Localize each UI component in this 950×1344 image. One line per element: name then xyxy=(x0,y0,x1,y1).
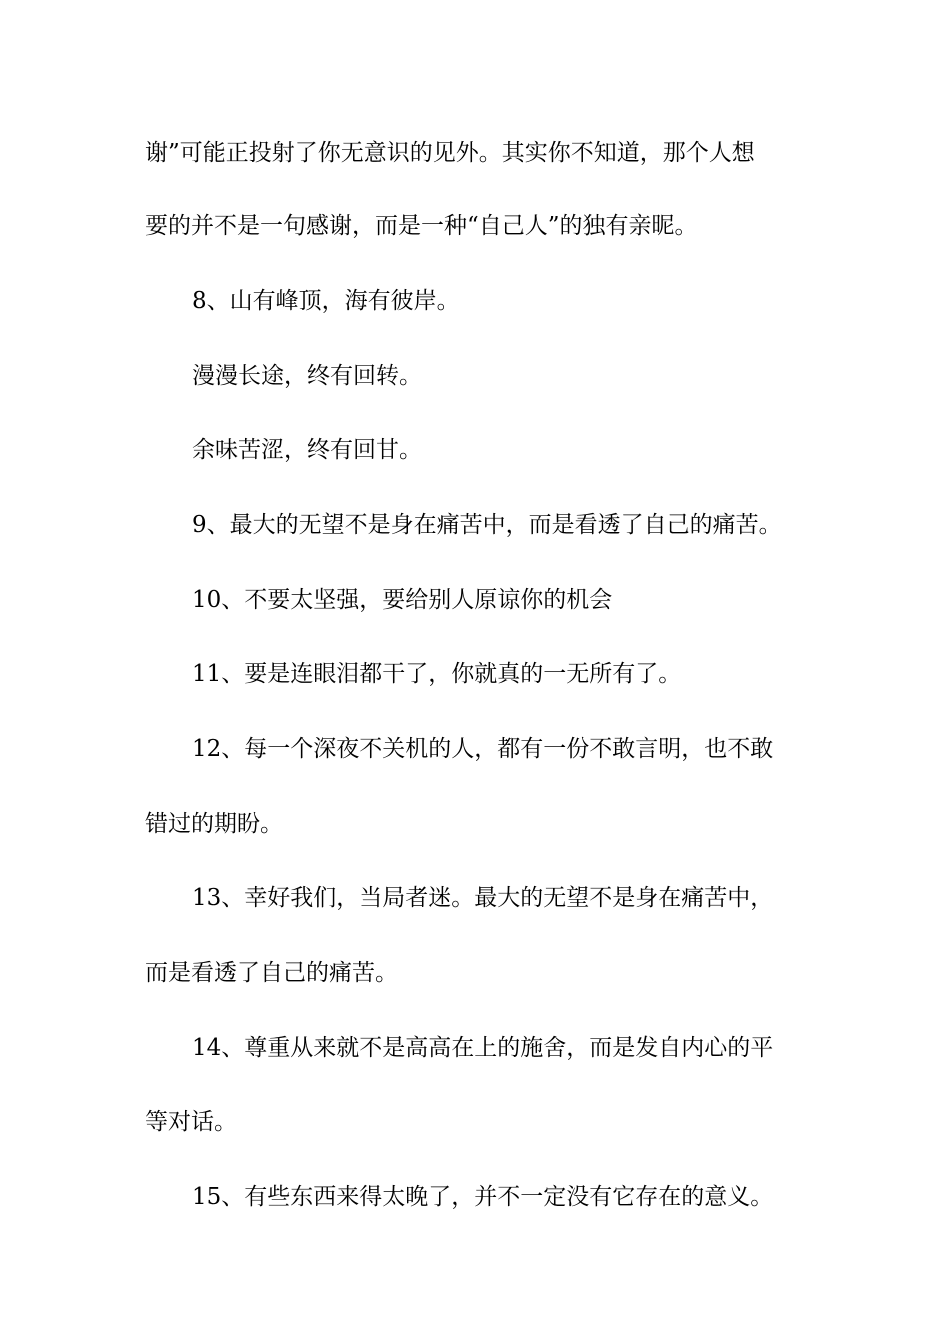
text-line: 余味苦涩，终有回甘。 xyxy=(192,437,422,463)
text-line: 15、有些东西来得太晚了，并不一定没有它存在的意义。 xyxy=(192,1184,774,1210)
text-line: 8、山有峰顶，海有彼岸。 xyxy=(192,288,460,314)
text-line: 而是看透了自己的痛苦。 xyxy=(145,960,398,986)
text-line: 13、幸好我们，当局者迷。最大的无望不是身在痛苦中， xyxy=(192,885,774,911)
text-line: 11、要是连眼泪都干了，你就真的一无所有了。 xyxy=(192,661,682,687)
text-line: 要的并不是一句感谢，而是一种“自己人”的独有亲昵。 xyxy=(145,213,698,239)
text-line: 10、不要太坚强，要给别人原谅你的机会 xyxy=(192,587,613,613)
text-line: 9、最大的无望不是身在痛苦中，而是看透了自己的痛苦。 xyxy=(192,512,782,538)
text-line: 谢”可能正投射了你无意识的见外。其实你不知道，那个人想 xyxy=(145,140,755,166)
text-line: 错过的期盼。 xyxy=(145,811,283,837)
text-line: 漫漫长途，终有回转。 xyxy=(192,363,422,389)
text-line: 14、尊重从来就不是高高在上的施舍，而是发自内心的平 xyxy=(192,1035,774,1061)
text-line: 12、每一个深夜不关机的人，都有一份不敢言明，也不敢 xyxy=(192,736,774,762)
text-line: 等对话。 xyxy=(145,1109,237,1135)
